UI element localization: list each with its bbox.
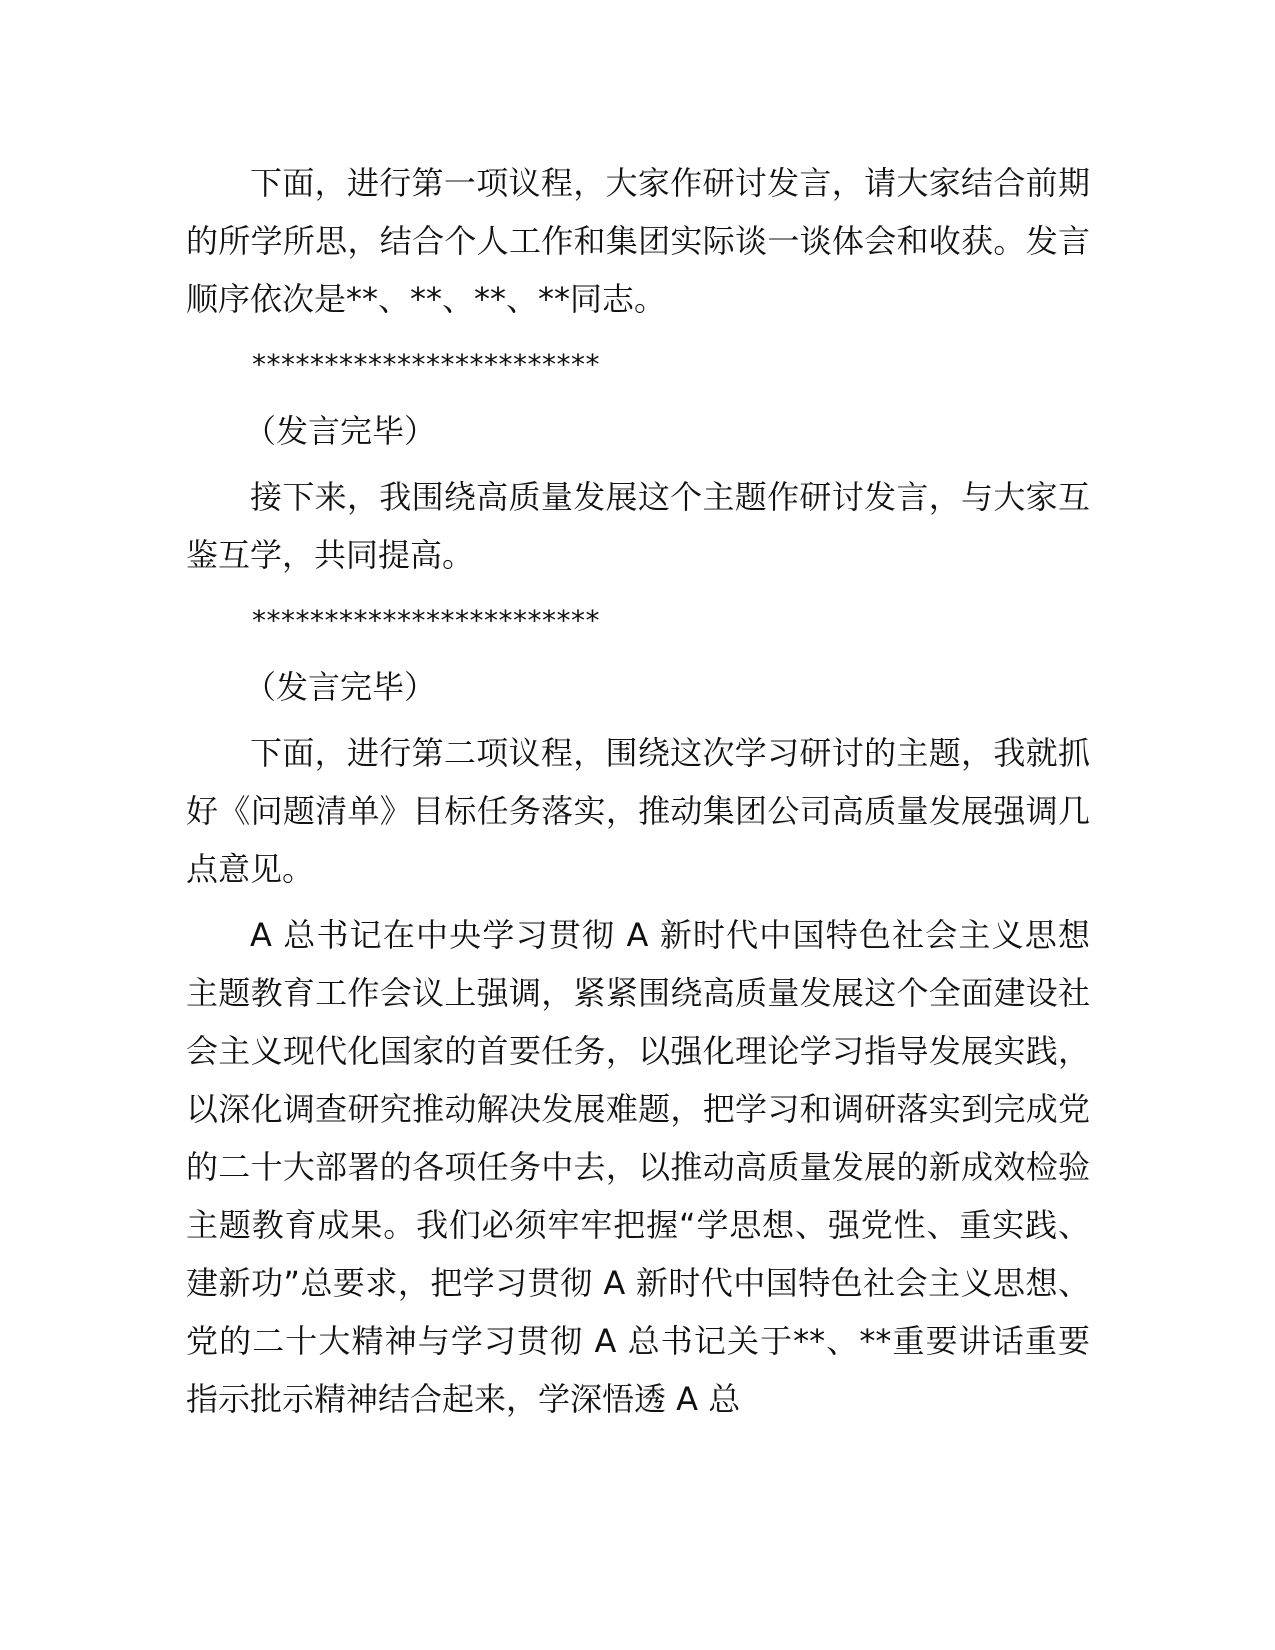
asterisk-divider-2: ************************ <box>252 604 600 637</box>
asterisk-divider-1: ************************ <box>252 348 600 381</box>
paragraph-agenda-one: 下面，进行第一项议程，大家作研讨发言，请大家结合前期的所学所思，结合个人工作和集团实际谈一谈体会和收获。发言顺序依次是**、**、**、**同志。 <box>186 164 1090 318</box>
speech-finished-note-1: （发言完毕） <box>244 412 437 450</box>
paragraph-main-speech: A 总书记在中央学习贯彻 A 新时代中国特色社会主义思想主题教育工作会议上强调，紧紧围绕高质量发展这个全面建设社会主义现代化国家的首要任务，以强化理论学习指导发展实践，以深化调查研究推动解决发展难题，把学习和调研落实到完成党的二十大部署的各项任务中去，以推动高质量发展的新成效检验主题教育成果。我们必须牢牢把握“学思想、强党性、重实践、建新功”总要求，把学习贯彻 A 新时代中国特色社会主义思想、党的二十大精神与学习贯彻 A 总书记关于**、**重要讲话重要指示批示精神结合起来，学深悟透 A 总 <box>186 916 1090 1418</box>
paragraph-agenda-two: 下面，进行第二项议程，围绕这次学习研讨的主题，我就抓好《问题清单》目标任务落实，推动集团公司高质量发展强调几点意见。 <box>186 734 1090 888</box>
paragraph-next-speech: 接下来，我围绕高质量发展这个主题作研讨发言，与大家互鉴互学，共同提高。 <box>186 478 1090 574</box>
speech-finished-note-2: （发言完毕） <box>244 668 437 706</box>
document-body <box>186 154 1090 1436</box>
